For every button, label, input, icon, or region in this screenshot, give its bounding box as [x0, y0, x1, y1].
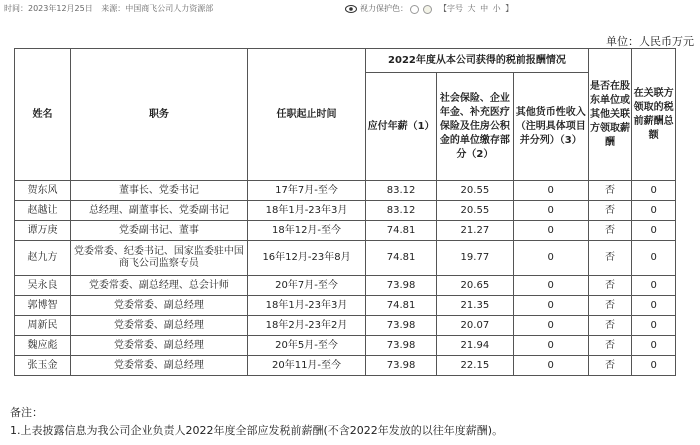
cell-term: 18年12月-至今 — [247, 221, 365, 241]
cell-shareholder: 否 — [588, 221, 632, 241]
cell-related: 0 — [632, 296, 676, 316]
cell-social: 20.55 — [436, 201, 513, 221]
color-swatch-white[interactable] — [410, 5, 419, 14]
table-row — [15, 276, 676, 296]
notes — [10, 404, 503, 440]
cell-name: 贺东风 — [15, 181, 71, 201]
page-meta-bar — [0, 0, 700, 18]
font-size-label: 【字号 — [439, 4, 463, 13]
cell-position: 董事长、党委书记 — [71, 181, 248, 201]
cell-social: 20.55 — [436, 181, 513, 201]
cell-social: 22.15 — [436, 356, 513, 376]
cell-position: 党委常委、副总经理、总会计师 — [71, 276, 248, 296]
cell-related: 0 — [632, 316, 676, 336]
cell-salary: 73.98 — [366, 276, 437, 296]
cell-other: 0 — [513, 181, 588, 201]
cell-shareholder: 否 — [588, 241, 632, 276]
cell-social: 21.94 — [436, 336, 513, 356]
cell-term: 18年2月-23年2月 — [247, 316, 365, 336]
cell-other: 0 — [513, 336, 588, 356]
cell-name: 魏应彪 — [15, 336, 71, 356]
font-size-close: 】 — [505, 4, 514, 13]
cell-other: 0 — [513, 221, 588, 241]
cell-position: 党委常委、副总经理 — [71, 296, 248, 316]
cell-shareholder: 否 — [588, 181, 632, 201]
table-row — [15, 316, 676, 336]
cell-related: 0 — [632, 276, 676, 296]
cell-social: 21.27 — [436, 221, 513, 241]
header-shareholder-pay: 是否在股东单位或其他关联方领取薪酬 — [588, 49, 632, 181]
cell-term: 18年1月-23年3月 — [247, 201, 365, 221]
note-item: 1.上表披露信息为我公司企业负责人2022年度全部应发税前薪酬(不含2022年发放的以往年度薪酬)。 — [10, 424, 504, 437]
table-row — [15, 181, 676, 201]
cell-social: 20.65 — [436, 276, 513, 296]
color-swatch-cream[interactable] — [423, 5, 432, 14]
cell-term: 16年12月-23年8月 — [247, 241, 365, 276]
cell-position: 总经理、副董事长、党委副书记 — [71, 201, 248, 221]
unit-label: 单位：人民币万元 — [606, 35, 694, 48]
header-salary: 应付年薪（1） — [366, 73, 437, 181]
cell-name: 赵九方 — [15, 241, 71, 276]
table-row — [15, 241, 676, 276]
font-size-medium[interactable]: 中 — [480, 4, 489, 13]
cell-social: 20.07 — [436, 316, 513, 336]
font-size-small[interactable]: 小 — [492, 4, 501, 13]
header-pay-group: 2022年度从本公司获得的税前报酬情况 — [366, 49, 588, 73]
table-row — [15, 296, 676, 316]
table-body — [15, 181, 676, 376]
cell-term: 20年5月-至今 — [247, 336, 365, 356]
cell-name: 谭万庚 — [15, 221, 71, 241]
cell-related: 0 — [632, 356, 676, 376]
table-row — [15, 356, 676, 376]
cell-name: 郭博智 — [15, 296, 71, 316]
publish-time: 时间：2023年12月25日 — [4, 4, 93, 13]
salary-table — [14, 48, 676, 376]
table-row — [15, 336, 676, 356]
table-row — [15, 221, 676, 241]
vision-protect-label: 视力保护色： — [360, 4, 408, 13]
cell-other: 0 — [513, 276, 588, 296]
cell-term: 20年7月-至今 — [247, 276, 365, 296]
cell-shareholder: 否 — [588, 336, 632, 356]
cell-shareholder: 否 — [588, 316, 632, 336]
header-related-pay: 在关联方领取的税前薪酬总额 — [632, 49, 676, 181]
cell-related: 0 — [632, 181, 676, 201]
cell-shareholder: 否 — [588, 201, 632, 221]
cell-social: 21.35 — [436, 296, 513, 316]
cell-related: 0 — [632, 336, 676, 356]
header-term: 任职起止时间 — [247, 49, 365, 181]
cell-shareholder: 否 — [588, 356, 632, 376]
font-size-control — [438, 0, 514, 18]
header-position: 职务 — [71, 49, 248, 181]
notes-title: 备注： — [10, 406, 43, 419]
article-source: 来源：中国商飞公司人力资源部 — [101, 4, 214, 13]
table-row — [15, 201, 676, 221]
cell-position: 党委常委、副总经理 — [71, 356, 248, 376]
font-size-large[interactable]: 大 — [467, 4, 476, 13]
cell-related: 0 — [632, 221, 676, 241]
cell-salary: 74.81 — [366, 221, 437, 241]
cell-position: 党委常委、副总经理 — [71, 316, 248, 336]
cell-salary: 73.98 — [366, 336, 437, 356]
cell-salary: 73.98 — [366, 316, 437, 336]
cell-salary: 83.12 — [366, 201, 437, 221]
cell-salary: 74.81 — [366, 241, 437, 276]
cell-term: 18年1月-23年3月 — [247, 296, 365, 316]
cell-related: 0 — [632, 241, 676, 276]
cell-name: 赵越让 — [15, 201, 71, 221]
reader-tools — [345, 0, 514, 18]
cell-other: 0 — [513, 296, 588, 316]
cell-name: 张玉金 — [15, 356, 71, 376]
cell-position: 党委常委、副总经理 — [71, 336, 248, 356]
cell-shareholder: 否 — [588, 276, 632, 296]
header-name: 姓名 — [15, 49, 71, 181]
header-social: 社会保险、企业年金、补充医疗保险及住房公积金的单位缴存部分（2） — [436, 73, 513, 181]
cell-shareholder: 否 — [588, 296, 632, 316]
cell-other: 0 — [513, 316, 588, 336]
header-other: 其他货币性收入（注明具体项目并分列）（3） — [513, 73, 588, 181]
cell-social: 19.77 — [436, 241, 513, 276]
cell-term: 20年11月-至今 — [247, 356, 365, 376]
cell-other: 0 — [513, 201, 588, 221]
eye-icon — [345, 5, 357, 13]
cell-salary: 83.12 — [366, 181, 437, 201]
cell-name: 吴永良 — [15, 276, 71, 296]
cell-other: 0 — [513, 356, 588, 376]
article-meta — [4, 0, 219, 18]
cell-position: 党委副书记、董事 — [71, 221, 248, 241]
cell-term: 17年7月-至今 — [247, 181, 365, 201]
cell-salary: 74.81 — [366, 296, 437, 316]
cell-salary: 73.98 — [366, 356, 437, 376]
cell-other: 0 — [513, 241, 588, 276]
cell-name: 周新民 — [15, 316, 71, 336]
cell-related: 0 — [632, 201, 676, 221]
cell-position: 党委常委、纪委书记、国家监委驻中国商飞公司监察专员 — [71, 241, 248, 276]
